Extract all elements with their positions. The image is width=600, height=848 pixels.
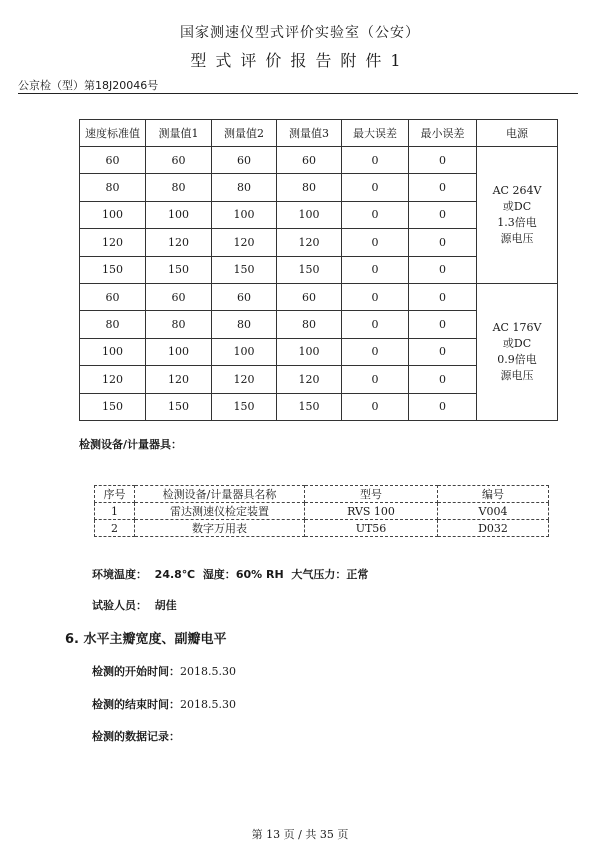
table-cell: 80 xyxy=(212,174,277,201)
header-rule xyxy=(18,93,578,94)
power-supply-cell xyxy=(477,283,558,420)
table-cell: 80 xyxy=(146,311,212,338)
table-cell: 100 xyxy=(212,201,277,228)
table-cell: 0 xyxy=(342,174,409,201)
table-cell: 0 xyxy=(409,393,477,420)
table-cell: 60 xyxy=(212,283,277,310)
table-cell: D032 xyxy=(438,520,549,537)
table-cell: 0 xyxy=(342,201,409,228)
table-cell: 0 xyxy=(409,366,477,393)
table-cell: 雷达测速仪检定装置 xyxy=(135,503,305,520)
equipment-table xyxy=(94,485,549,537)
table-cell: 150 xyxy=(277,256,342,283)
end-label: 检测的结束时间： xyxy=(92,698,180,711)
table-cell: 80 xyxy=(277,311,342,338)
col-header: 型号 xyxy=(305,486,438,503)
equipment-heading: 检测设备/计量器具： xyxy=(79,438,183,451)
table-cell: 120 xyxy=(146,366,212,393)
table-cell: 120 xyxy=(80,229,146,256)
table-row xyxy=(80,283,558,310)
table-cell: 120 xyxy=(212,366,277,393)
section-6-title: 6. 水平主瓣宽度、副瓣电平 xyxy=(65,632,227,647)
table-cell: 150 xyxy=(80,393,146,420)
environment-line xyxy=(92,566,368,582)
table-cell: 0 xyxy=(409,256,477,283)
table-cell: V004 xyxy=(438,503,549,520)
table-row xyxy=(95,520,549,537)
col-header: 最大误差 xyxy=(342,120,409,147)
power-supply-line: AC 264V xyxy=(492,183,542,197)
table-cell: 60 xyxy=(80,283,146,310)
table-cell: 0 xyxy=(409,229,477,256)
table-cell: 80 xyxy=(146,174,212,201)
tester-label: 试验人员： xyxy=(92,599,147,612)
table-cell: 数字万用表 xyxy=(135,520,305,537)
table-cell: 0 xyxy=(342,283,409,310)
table-cell: 0 xyxy=(342,366,409,393)
results-table xyxy=(79,119,558,421)
report-title: 型式评价报告附件1 xyxy=(190,51,410,70)
table-cell: 0 xyxy=(409,147,477,174)
table-cell: 0 xyxy=(409,283,477,310)
table-cell: 60 xyxy=(277,283,342,310)
table-cell: 100 xyxy=(277,201,342,228)
power-supply-line: 0.9倍电 xyxy=(497,352,537,366)
table-cell: 100 xyxy=(80,201,146,228)
humidity-value: 60% RH xyxy=(235,568,284,581)
col-header: 测量值3 xyxy=(277,120,342,147)
pressure-value: 正常 xyxy=(346,568,369,581)
table-cell: 60 xyxy=(146,283,212,310)
table-cell: 0 xyxy=(409,338,477,365)
table-cell: 60 xyxy=(80,147,146,174)
table-cell: 100 xyxy=(212,338,277,365)
temp-value: 24.8℃ xyxy=(154,568,196,581)
power-supply-line: 或DC xyxy=(502,336,532,350)
table-cell: 100 xyxy=(146,338,212,365)
table-cell: 60 xyxy=(277,147,342,174)
start-time-line xyxy=(92,663,236,679)
table-cell: 80 xyxy=(80,311,146,338)
table-cell: 150 xyxy=(212,256,277,283)
col-header: 电源 xyxy=(477,120,558,147)
power-supply-line: AC 176V xyxy=(492,320,542,334)
table-cell: 0 xyxy=(342,256,409,283)
table-cell: 80 xyxy=(212,311,277,338)
data-records-label: 检测的数据记录： xyxy=(92,730,180,743)
table-cell: 60 xyxy=(146,147,212,174)
table-cell: 100 xyxy=(277,338,342,365)
table-cell: 0 xyxy=(342,229,409,256)
humidity-label: 湿度： xyxy=(202,568,236,581)
table-cell: 100 xyxy=(80,338,146,365)
table-cell: 1 xyxy=(95,503,135,520)
table-cell: 120 xyxy=(80,366,146,393)
power-supply-line: 1.3倍电 xyxy=(497,215,537,229)
col-header: 测量值2 xyxy=(212,120,277,147)
end-time-line xyxy=(92,696,236,712)
table-cell: 150 xyxy=(80,256,146,283)
power-supply-cell xyxy=(477,147,558,284)
table-cell: 0 xyxy=(342,147,409,174)
results-header-row xyxy=(80,120,558,147)
table-cell: 0 xyxy=(342,338,409,365)
temp-label: 环境温度： xyxy=(92,568,147,581)
end-date: 2018.5.30 xyxy=(180,698,236,711)
col-header: 最小误差 xyxy=(409,120,477,147)
tester-line xyxy=(92,597,177,613)
start-label: 检测的开始时间： xyxy=(92,665,180,678)
table-row xyxy=(80,147,558,174)
table-cell: 0 xyxy=(342,393,409,420)
table-cell: 120 xyxy=(212,229,277,256)
power-supply-line: 源电压 xyxy=(500,368,534,382)
col-header: 编号 xyxy=(438,486,549,503)
table-cell: 120 xyxy=(146,229,212,256)
table-cell: 0 xyxy=(409,201,477,228)
table-cell: 120 xyxy=(277,366,342,393)
table-cell: UT56 xyxy=(305,520,438,537)
equipment-header-row xyxy=(95,486,549,503)
table-cell: 150 xyxy=(277,393,342,420)
table-cell: 150 xyxy=(212,393,277,420)
doc-number: 公京检（型）第18J20046号 xyxy=(18,79,159,92)
power-supply-line: 或DC xyxy=(502,199,532,213)
col-header: 检测设备/计量器具名称 xyxy=(135,486,305,503)
table-cell: 0 xyxy=(409,311,477,338)
table-cell: 80 xyxy=(277,174,342,201)
table-cell: 80 xyxy=(80,174,146,201)
table-cell: 120 xyxy=(277,229,342,256)
pressure-label: 大气压力： xyxy=(291,568,347,581)
col-header: 速度标准值 xyxy=(80,120,146,147)
lab-name: 国家测速仪型式评价实验室（公安） xyxy=(180,25,420,41)
table-row xyxy=(95,503,549,520)
start-date: 2018.5.30 xyxy=(180,665,236,678)
table-cell: 150 xyxy=(146,256,212,283)
table-cell: RVS 100 xyxy=(305,503,438,520)
power-supply-line: 源电压 xyxy=(500,231,534,245)
tester-name: 胡佳 xyxy=(154,599,177,612)
page-footer: 第 13 页 / 共 35 页 xyxy=(251,828,349,841)
table-cell: 0 xyxy=(409,174,477,201)
col-header: 测量值1 xyxy=(146,120,212,147)
table-cell: 60 xyxy=(212,147,277,174)
table-cell: 2 xyxy=(95,520,135,537)
table-cell: 100 xyxy=(146,201,212,228)
table-cell: 150 xyxy=(146,393,212,420)
col-header: 序号 xyxy=(95,486,135,503)
table-cell: 0 xyxy=(342,311,409,338)
